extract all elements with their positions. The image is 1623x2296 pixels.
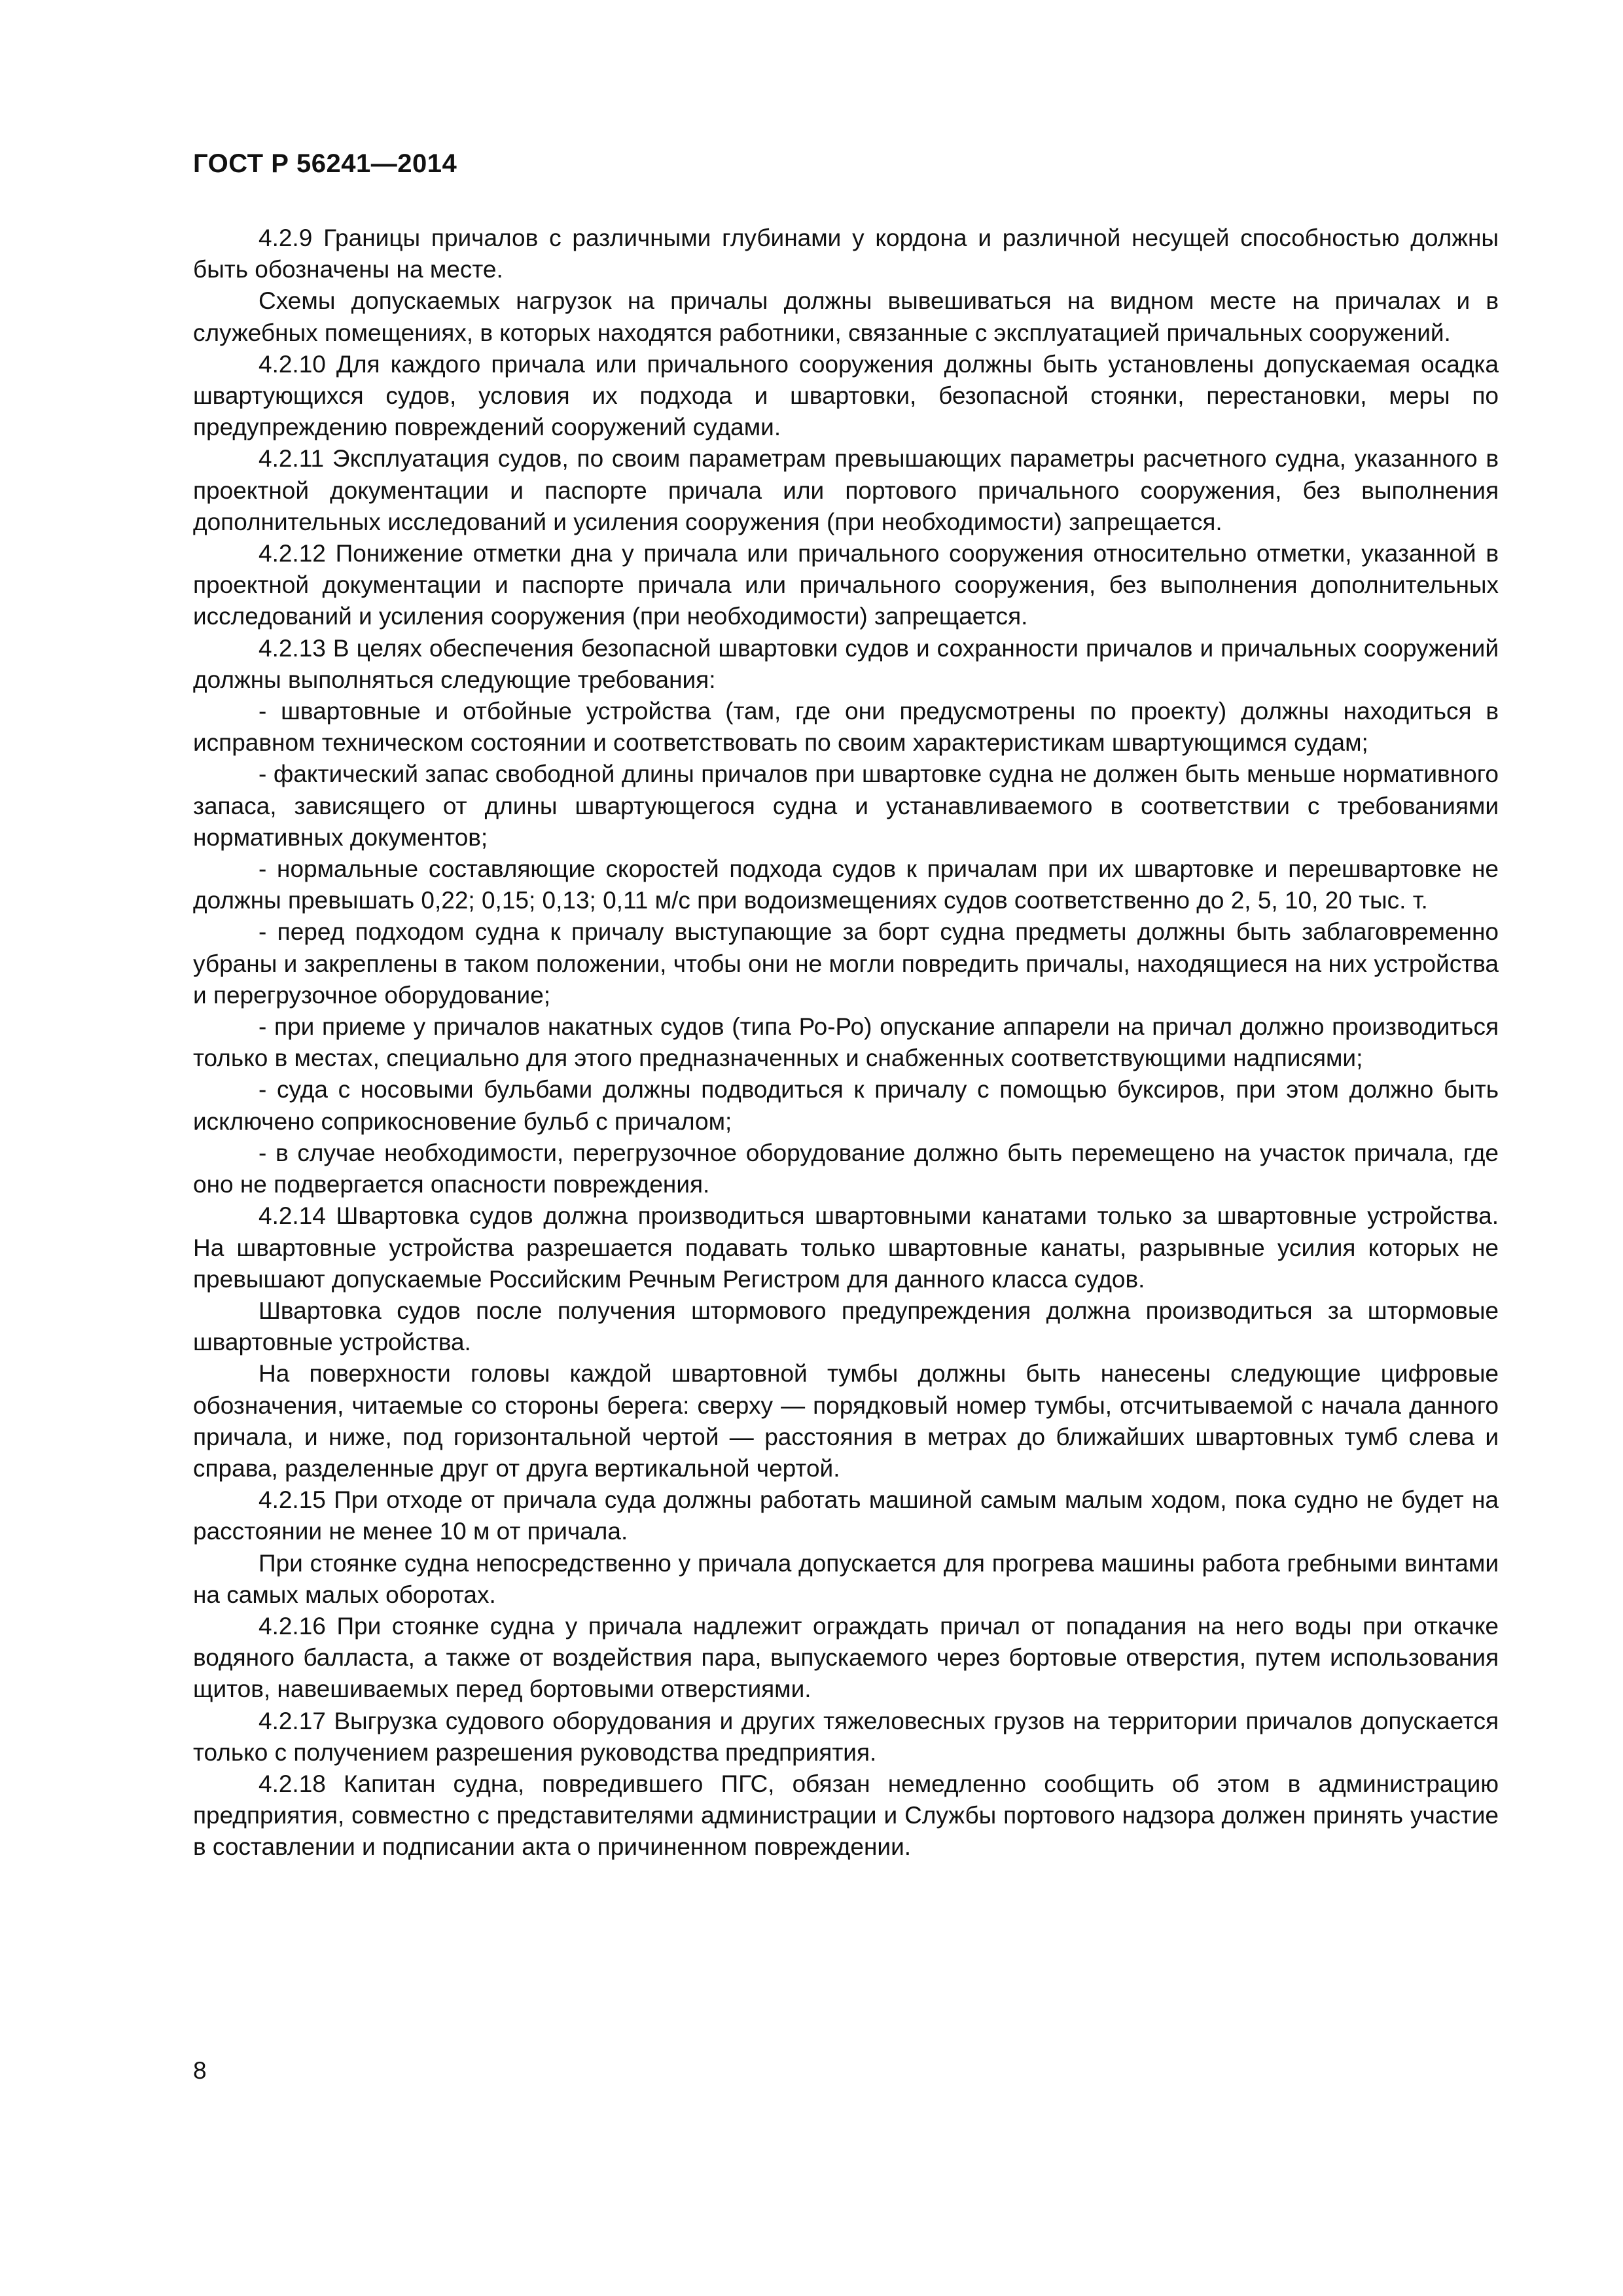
paragraph-4-2-16: 4.2.16 При стоянке судна у причала надлежит ограждать причал от попадания на него воды при откачке водяного балласта, а также от воздействия пара, выпускаемого через бортовые отверстия, путем использования щитов, навешиваемых перед бортовыми отверстиями. [193, 1612, 1499, 1703]
paragraph-4-2-15: 4.2.15 При отходе от причала суда должны работать машиной самым малым ходом, пока судно не будет на расстоянии не менее 10 м от причала. [193, 1486, 1499, 1545]
list-item-ro-ro-ramps: - при приеме у причалов накатных судов (типа Ро-Ро) опускание аппарели на причал должно производиться только в местах, специально для этого предназначенных и снабженных соответствующими надписями; [193, 1013, 1499, 1072]
list-item-cargo-equipment: - в случае необходимости, перегрузочное оборудование должно быть перемещено на участок причала, где оно не подвергается опасности повреждения. [193, 1139, 1499, 1198]
paragraph-load-schemes: Схемы допускаемых нагрузок на причалы должны вывешиваться на видном месте на причалах и в служебных помещениях, в которых находятся работники, связанные с эксплуатацией причальных сооружений. [193, 287, 1499, 346]
paragraph-4-2-13: 4.2.13 В целях обеспечения безопасной швартовки судов и сохранности причалов и причальных сооружений должны выполняться следующие требования: [193, 634, 1499, 693]
paragraph-bollard-markings: На поверхности головы каждой швартовной тумбы должны быть нанесены следующие цифровые обозначения, читаемые со стороны берега: сверху — порядковый номер тумбы, отсчитываемой с начала данного причала, и ниже, под горизонтальной чертой — расстояния в метрах до ближайших швартовных тумб слева и справа, разделенные друг от друга вертикальной чертой. [193, 1360, 1499, 1482]
list-item-free-length: - фактический запас свободной длины причалов при швартовке судна не должен быть меньше нормативного запаса, зависящего от длины швартующегося судна и устанавливаемого в соответствии с требованиями нормативных документов; [193, 761, 1499, 851]
paragraph-4-2-11: 4.2.11 Эксплуатация судов, по своим параметрам превышающих параметры расчетного судна, указанного в проектной документации и паспорте причала или портового причального сооружения, без выполнения дополнительных исследований и усиления сооружения (при необходимости) запрещается. [193, 445, 1499, 535]
document-header: ГОСТ Р 56241—2014 [193, 149, 457, 178]
list-item-bulbous-bows: - суда с носовыми бульбами должны подводиться к причалу с помощью буксиров, при этом должно быть исключено соприкосновение бульб с причалом; [193, 1076, 1499, 1135]
paragraph-4-2-18: 4.2.18 Капитан судна, повредившего ПГС, обязан немедленно сообщить об этом в администрацию предприятия, совместно с представителями администрации и Службы портового надзора должен принять участие в составлении и подписании акта о причиненном повреждении. [193, 1770, 1499, 1861]
list-item-mooring-devices: - швартовные и отбойные устройства (там, где они предусмотрены по проекту) должны находиться в исправном техническом состоянии и соответствовать по своим характеристикам швартующимся судам; [193, 698, 1499, 757]
paragraph-4-2-9: 4.2.9 Границы причалов с различными глубинами у кордона и различной несущей способностью должны быть обозначены на месте. [193, 224, 1499, 283]
paragraph-storm-mooring: Швартовка судов после получения штормового предупреждения должна производиться за штормовые швартовные устройства. [193, 1297, 1499, 1356]
paragraph-4-2-17: 4.2.17 Выгрузка судового оборудования и других тяжеловесных грузов на территории причалов допускается только с получением разрешения руководства предприятия. [193, 1707, 1499, 1766]
paragraph-4-2-12: 4.2.12 Понижение отметки дна у причала или причального сооружения относительно отметки, указанной в проектной документации и паспорте причала или причального сооружения, без выполнения дополнительных исследований и усиления сооружения (при необходимости) запрещается. [193, 540, 1499, 630]
page-number: 8 [193, 2057, 207, 2084]
paragraph-4-2-10: 4.2.10 Для каждого причала или причального сооружения должны быть установлены допускаемая осадка швартующихся судов, условия их подхода и швартовки, безопасной стоянки, перестановки, меры по предупреждению повреждений сооружений судами. [193, 350, 1499, 441]
list-item-protruding-objects: - перед подходом судна к причалу выступающие за борт судна предметы должны быть заблаговременно убраны и закреплены в таком положении, чтобы они не могли повредить причалы, находящиеся на них устройства и перегрузочное оборудование; [193, 918, 1499, 1009]
paragraph-4-2-14: 4.2.14 Швартовка судов должна производиться швартовными канатами только за швартовные устройства. На швартовные устройства разрешается подавать только швартовные канаты, разрывные усилия которых не превышают допускаемые Российским Речным Регистром для данного класса судов. [193, 1202, 1499, 1293]
list-item-approach-speeds: - нормальные составляющие скоростей подхода судов к причалам при их швартовке и перешвартовке не должны превышать 0,22; 0,15; 0,13; 0,11 м/с при водоизмещениях судов соответственно до 2, 5, 10, 20 тыс. т. [193, 855, 1499, 914]
document-body [193, 223, 1499, 1863]
paragraph-engine-warmup: При стоянке судна непосредственно у причала допускается для прогрева машины работа гребными винтами на самых малых оборотах. [193, 1549, 1499, 1608]
